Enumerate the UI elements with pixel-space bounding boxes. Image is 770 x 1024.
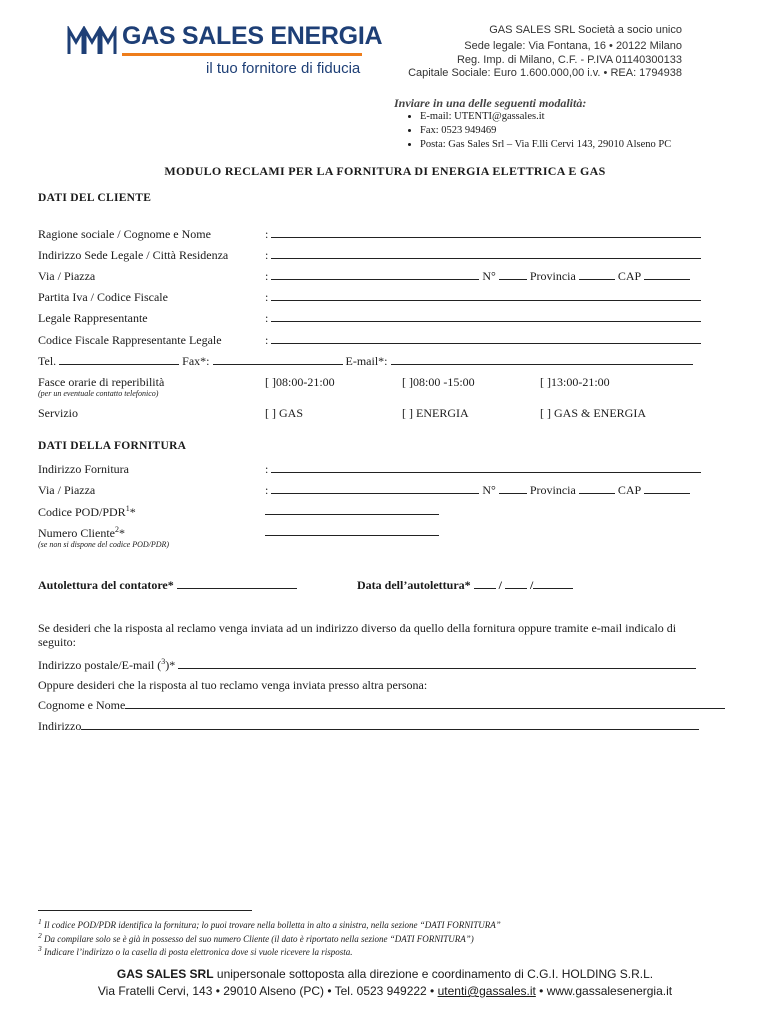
footer-line-1: GAS SALES SRL unipersonale sottoposta alla direzione e coordinamento di C.G.I. HOLDING S.R.L. bbox=[116, 967, 654, 981]
cf-legale-field[interactable]: : bbox=[265, 333, 701, 348]
brand-name: GAS SALES ENERGIA bbox=[122, 22, 383, 50]
contact-row bbox=[38, 354, 693, 369]
send-method-post: • Posta: Gas Sales Srl – Via F.lli Cervi 143, 29010 Alseno PC bbox=[420, 138, 671, 152]
company-line: Capitale Sociale: Euro 1.600.000,00 i.v. • REA: 1794938 bbox=[408, 67, 682, 79]
footnote-3: $^3$ Indicare l’indirizzo o la casella di posta elettronica dove si vuole ricevere la risposta. bbox=[38, 944, 353, 957]
tel-label: Tel. bbox=[38, 354, 57, 368]
indirizzo-label: Indirizzo Sede Legale / Città Residenza bbox=[38, 248, 229, 262]
fasce-note: (per un eventuale contatto telefonico) bbox=[38, 389, 159, 398]
month-field[interactable] bbox=[505, 578, 527, 589]
reply-instructions-cont: seguito: bbox=[38, 635, 76, 649]
tel-field[interactable] bbox=[59, 354, 179, 365]
fasce-option-2[interactable]: [ ]08:00 -15:00 bbox=[402, 375, 475, 389]
via-field[interactable]: : N° Provincia CAP bbox=[265, 269, 690, 284]
altra-persona-text: Oppure desideri che la risposta al tuo reclamo venga inviata presso altra persona: bbox=[38, 678, 428, 692]
via-label: Via / Piazza bbox=[38, 269, 96, 283]
fornitura-via-field[interactable]: : N° Provincia CAP bbox=[265, 483, 690, 498]
data-autolettura-row: Data dell’autolettura* / / bbox=[357, 578, 573, 593]
send-method-email: • E-mail: UTENTI@gassales.it bbox=[420, 110, 671, 124]
day-field[interactable] bbox=[474, 578, 496, 589]
form-title: MODULO RECLAMI PER LA FORNITURA DI ENERGIA ELETTRICA E GAS bbox=[164, 164, 606, 178]
servizio-option-gas[interactable]: [ ] GAS bbox=[265, 406, 303, 420]
footnote-2: $^2$ Da compilare solo se è già in possesso del suo numero Cliente (il dato è riportato nella sezione “DATI FORNITURA”) bbox=[38, 931, 474, 944]
servizio-option-gas-energia[interactable]: [ ] GAS & ENERGIA bbox=[540, 406, 646, 420]
footer-line-2: Via Fratelli Cervi, 143 • 29010 Alseno (PC) • Tel. 0523 949222 • utenti@gassales.it • www.gassalesenergia.it bbox=[97, 984, 673, 998]
autolettura-label: Autolettura del contatore* bbox=[38, 578, 174, 592]
servizio-label: Servizio bbox=[38, 406, 78, 420]
reply-indirizzo-label: Indirizzo bbox=[38, 719, 82, 733]
section-supply-title: DATI DELLA FORNITURA bbox=[38, 440, 187, 452]
footnote-1: $^1$ Il codice POD/PDR identifica la fornitura; lo puoi trovare nella bolletta in alto a sinistra, nella sezione “DATI FORNITURA” bbox=[38, 917, 501, 930]
cognome-row bbox=[38, 698, 725, 713]
piva-field[interactable]: : bbox=[265, 290, 701, 305]
brand-tagline: il tuo fornitore di fiducia bbox=[206, 60, 361, 77]
company-logo-icon bbox=[66, 26, 118, 56]
reply-instructions: Se desideri che la risposta al reclamo venga inviata ad un indirizzo diverso da quello della fornitura oppure tramite e-mail indicalo di bbox=[38, 621, 677, 635]
company-line: Sede legale: Via Fontana, 16 • 20122 Milano bbox=[464, 40, 682, 52]
send-method-fax: • Fax: 0523 949469 bbox=[420, 124, 671, 138]
data-autolettura-label: Data dell’autolettura* bbox=[357, 578, 471, 592]
ragione-label: Ragione sociale / Cognome e Nome bbox=[38, 227, 211, 241]
footnote-divider bbox=[38, 910, 252, 911]
reply-indirizzo-row bbox=[38, 719, 699, 734]
postale-label: Indirizzo postale/E-mail ($^3$)* bbox=[38, 657, 176, 672]
autolettura-row bbox=[38, 578, 297, 593]
send-methods-list bbox=[404, 110, 671, 152]
indirizzo-field[interactable]: : bbox=[265, 248, 701, 263]
fasce-option-3[interactable]: [ ]13:00-21:00 bbox=[540, 375, 610, 389]
numero-cliente-field[interactable] bbox=[265, 525, 439, 540]
email-field[interactable] bbox=[391, 354, 693, 365]
cf-legale-label: Codice Fiscale Rappresentante Legale bbox=[38, 333, 222, 347]
legale-field[interactable]: : bbox=[265, 311, 701, 326]
section-client-title: DATI DEL CLIENTE bbox=[38, 192, 152, 204]
fornitura-via-label: Via / Piazza bbox=[38, 483, 96, 497]
ragione-field[interactable]: : bbox=[265, 227, 701, 242]
fasce-label: Fasce orarie di reperibilità bbox=[38, 375, 165, 389]
numero-cliente-note: (se non si dispone del codice POD/PDR) bbox=[38, 540, 170, 549]
brand-underline bbox=[122, 53, 362, 56]
piva-label: Partita Iva / Codice Fiscale bbox=[38, 290, 168, 304]
footer-email-link[interactable]: utenti@gassales.it bbox=[437, 984, 536, 998]
year-field[interactable] bbox=[533, 578, 573, 589]
legale-label: Legale Rappresentante bbox=[38, 311, 148, 325]
postale-field[interactable] bbox=[178, 658, 696, 669]
cognome-field[interactable] bbox=[125, 698, 725, 709]
company-line: GAS SALES SRL Società a socio unico bbox=[489, 24, 682, 36]
cognome-label: Cognome e Nome bbox=[38, 698, 126, 712]
company-line: Reg. Imp. di Milano, C.F. - P.IVA 01140300133 bbox=[456, 54, 682, 66]
postale-row bbox=[38, 657, 696, 673]
autolettura-field[interactable] bbox=[177, 578, 297, 589]
email-label: E-mail*: bbox=[345, 354, 388, 368]
pod-field[interactable] bbox=[265, 504, 439, 519]
fornitura-indirizzo-label: Indirizzo Fornitura bbox=[38, 462, 129, 476]
fax-field[interactable] bbox=[213, 354, 343, 365]
fax-label: Fax*: bbox=[182, 354, 210, 368]
fasce-option-1[interactable]: [ ]08:00-21:00 bbox=[265, 375, 335, 389]
servizio-option-energia[interactable]: [ ] ENERGIA bbox=[402, 406, 469, 420]
send-methods-title: Inviare in una delle seguenti modalità: bbox=[394, 96, 587, 110]
fornitura-indirizzo-field[interactable]: : bbox=[265, 462, 701, 477]
reply-indirizzo-field[interactable] bbox=[81, 719, 699, 730]
pod-label: Codice POD/PDR$^1$* bbox=[38, 504, 136, 519]
numero-cliente-label: Numero Cliente$^2$* bbox=[38, 525, 125, 540]
